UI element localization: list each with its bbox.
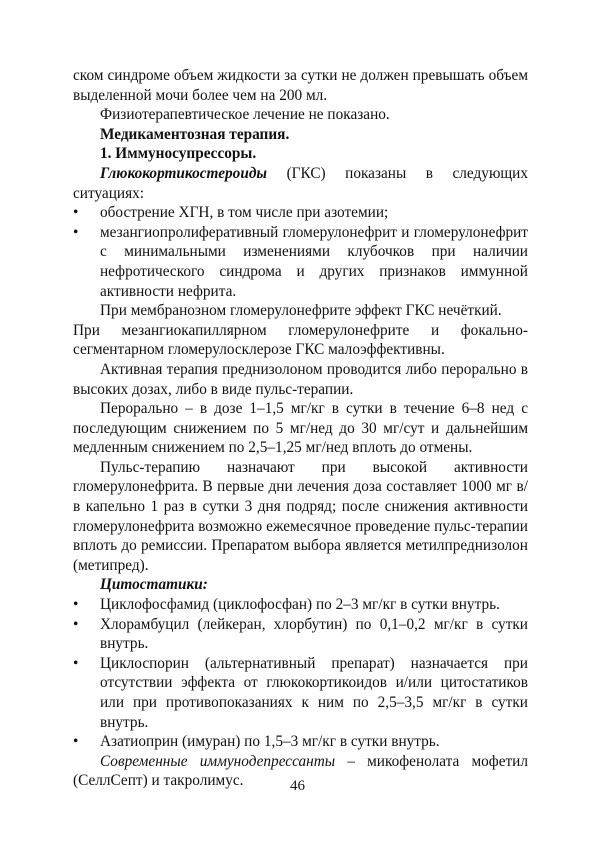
list-item: • мезангиопролиферативный гломерулонефрит и гломерулонефрит с минимальными изменениями клубочков при наличии нефротического синдрома и других признаков иммунной активности нефрита.	[73, 223, 528, 300]
page-number: 46	[290, 778, 305, 794]
paragraph-pulse-therapy: Пульс-терапию назначают при высокой активности гломерулонефрита. В первые дни лечения доза составляет 1000 мг в/в капельно 1 раз в сутки 3 дня подряд; после снижения активности гломерулонефрита возможно ежемесячное проведение пульс-терапии вплоть до ремиссии. Препаратом выбора является метилпреднизолон (метипред).	[73, 458, 528, 574]
gks-indications-list	[73, 203, 528, 301]
term-glucocorticosteroids: Глюкокортикостероиды	[100, 164, 268, 182]
list-item: • Циклоспорин (альтернативный препарат) назначается при отсутствии эффекта от глюкокортикоидов и/или цитостатиков или при противопоказаниях к ним по 2,5–3,5 мг/кг в сутки внутрь.	[73, 654, 528, 731]
paragraph-continuation: ском синдроме объем жидкости за сутки не должен превышать объем выделенной мочи более чем на 200 мл.	[73, 67, 528, 104]
cytostatics-list	[73, 595, 528, 752]
paragraph-oral-dose: Перорально – в дозе 1–1,5 мг/кг в сутки в течение 6–8 нед с последующим снижением по 5 мг/нед до 30 мг/сут и дальнейшим медленным снижением по 2,5–1,25 мг/нед вплоть до отмены.	[73, 400, 528, 457]
list-item: • обострение ХГН, в том числе при азотемии;	[73, 204, 389, 222]
paragraph-gks-text: (ГКС) показаны в следующих ситуациях:	[73, 164, 528, 202]
paragraph-mesangiocapillary: При мезангиокапиллярном гломерулонефрите и фокально-сегментарном гломерулосклерозе ГКС малоэффективны.	[73, 321, 528, 359]
paragraph-active-therapy: Активная терапия преднизолоном проводится либо перорально в высоких дозах, либо в виде пульс-терапии.	[73, 360, 528, 398]
page-body	[73, 66, 528, 791]
bullet-icon: •	[73, 654, 79, 672]
paragraph-gks	[73, 164, 528, 203]
bullet-icon: •	[73, 223, 79, 241]
bullet-icon: •	[73, 615, 79, 633]
bullet-icon: •	[73, 204, 79, 222]
paragraph-physiotherapy: Физиотерапевтическое лечение не показано.	[100, 106, 390, 124]
list-item: • Циклофосфамид (циклофосфан) по 2–3 мг/кг в сутки внутрь.	[73, 596, 500, 614]
bullet-icon: •	[73, 596, 79, 614]
paragraph-membranous: При мембранозном гломерулонефрите эффект ГКС нечёткий.	[100, 302, 502, 320]
paragraph-modern-immunosuppressants: Современные иммунодепрессанты – микофенолата мофетил (СеллСепт) и такролимус.	[73, 752, 528, 790]
list-item: • Азатиоприн (имуран) по 1,5–3 мг/кг в сутки внутрь.	[73, 733, 440, 751]
bullet-icon: •	[73, 733, 79, 751]
term-modern-immunosuppressants: Современные иммунодепрессанты	[100, 752, 336, 770]
heading-drug-therapy: Медикаментозная терапия.	[100, 125, 290, 143]
list-item: • Хлорамбуцил (лейкеран, хлорбутин) по 0,1–0,2 мг/кг в сутки внутрь.	[73, 615, 528, 653]
heading-cytostatics: Цитостатики:	[100, 576, 208, 594]
heading-immunosuppressors: 1. Иммуносупрессоры.	[100, 145, 257, 163]
